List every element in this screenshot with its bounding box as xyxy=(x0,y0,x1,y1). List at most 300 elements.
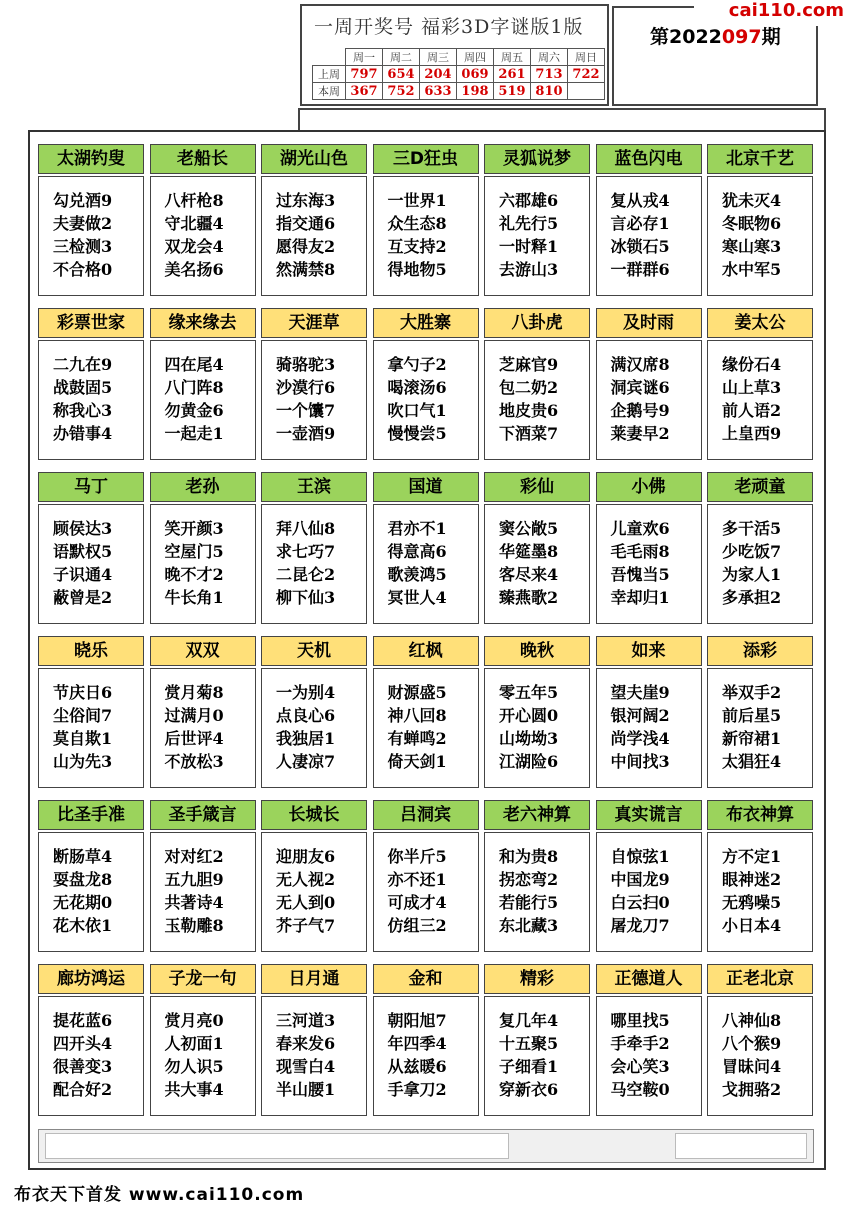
riddle-line: 望夫崖9 xyxy=(610,683,670,702)
draw-number: 633 xyxy=(420,83,457,100)
riddle-line: 八门阵8 xyxy=(164,378,224,397)
author-title: 真实谎言 xyxy=(596,800,702,830)
author-title: 布衣神算 xyxy=(707,800,813,830)
puzzle-cell xyxy=(373,964,479,1114)
riddle-line: 二昆仑2 xyxy=(276,565,336,584)
riddle-list xyxy=(484,340,590,460)
riddle-line: 太猖狂4 xyxy=(722,752,782,771)
riddle-list xyxy=(373,504,479,624)
riddle-list xyxy=(707,668,813,788)
riddle-line: 神八回8 xyxy=(387,706,447,725)
this-week-row xyxy=(313,83,605,100)
riddle-line: 中间找3 xyxy=(610,752,670,771)
riddle-line: 愿得友2 xyxy=(276,237,336,256)
riddle-line: 亦不还1 xyxy=(387,870,447,889)
riddle-line: 若能行5 xyxy=(499,893,559,912)
draw-number: 069 xyxy=(457,66,494,83)
riddle-list xyxy=(707,996,813,1116)
riddle-line: 上皇西9 xyxy=(722,424,782,443)
weekly-draw-table xyxy=(312,48,605,100)
riddle-line: 芥子气7 xyxy=(276,916,336,935)
puzzle-row xyxy=(38,636,816,788)
riddle-list xyxy=(38,668,144,788)
riddle-line: 办错事4 xyxy=(53,424,113,443)
footer-panel xyxy=(38,1129,814,1163)
riddle-list xyxy=(150,340,256,460)
draw-number xyxy=(568,83,605,100)
riddle-list xyxy=(596,176,702,296)
riddle-line: 前人语2 xyxy=(722,401,782,420)
riddle-line: 众生态8 xyxy=(387,214,447,233)
riddle-line: 牛长角1 xyxy=(164,588,224,607)
author-title: 日月通 xyxy=(261,964,367,994)
puzzle-cell xyxy=(150,472,256,622)
footer-blank-right xyxy=(675,1133,807,1159)
riddle-line: 勿人识5 xyxy=(164,1057,224,1076)
author-title: 国道 xyxy=(373,472,479,502)
riddle-list xyxy=(261,996,367,1116)
this-week-label: 本周 xyxy=(313,83,346,100)
puzzle-cell xyxy=(707,308,813,458)
riddle-line: 点良心6 xyxy=(276,706,336,725)
puzzle-cell xyxy=(484,964,590,1114)
riddle-list xyxy=(38,340,144,460)
riddle-line: 眼神迷2 xyxy=(722,870,782,889)
puzzle-row xyxy=(38,800,816,952)
riddle-line: 仿组三2 xyxy=(387,916,447,935)
riddle-line: 称我心3 xyxy=(53,401,113,420)
riddle-list xyxy=(38,832,144,952)
riddle-line: 自惊弦1 xyxy=(610,847,670,866)
riddle-line: 美名扬6 xyxy=(164,260,224,279)
riddle-line: 礼先行5 xyxy=(499,214,559,233)
riddle-list xyxy=(38,504,144,624)
riddle-line: 拜八仙8 xyxy=(276,519,336,538)
riddle-line: 骑骆驼3 xyxy=(276,355,336,374)
riddle-line: 哪里找5 xyxy=(610,1011,670,1030)
riddle-line: 晚不才2 xyxy=(164,565,224,584)
riddle-line: 多承担2 xyxy=(722,588,782,607)
puzzle-cell xyxy=(38,308,144,458)
header-divider xyxy=(298,108,826,132)
riddle-line: 四开头4 xyxy=(53,1034,113,1053)
author-title: 老船长 xyxy=(150,144,256,174)
riddle-line: 三河道3 xyxy=(276,1011,336,1030)
riddle-list xyxy=(596,504,702,624)
riddle-line: 有蝉鸣2 xyxy=(387,729,447,748)
riddle-line: 歌羡鸿5 xyxy=(387,565,447,584)
riddle-list xyxy=(596,832,702,952)
riddle-line: 八神仙8 xyxy=(722,1011,782,1030)
author-title: 比圣手准 xyxy=(38,800,144,830)
riddle-line: 勾兑酒9 xyxy=(53,191,113,210)
puzzle-cell xyxy=(150,636,256,786)
riddle-line: 拐恋弯2 xyxy=(499,870,559,889)
riddle-line: 窦公敞5 xyxy=(499,519,559,538)
riddle-line: 举双手2 xyxy=(722,683,782,702)
riddle-line: 半山腰1 xyxy=(276,1080,336,1099)
riddle-line: 赏月亮0 xyxy=(164,1011,224,1030)
riddle-line: 屠龙刀7 xyxy=(610,916,670,935)
riddle-line: 空屋门5 xyxy=(164,542,224,561)
riddle-list xyxy=(261,340,367,460)
riddle-line: 东北藏3 xyxy=(499,916,559,935)
author-title: 缘来缘去 xyxy=(150,308,256,338)
author-title: 北京千艺 xyxy=(707,144,813,174)
riddle-line: 顾侯达3 xyxy=(53,519,113,538)
author-title: 子龙一句 xyxy=(150,964,256,994)
riddle-line: 尘俗间7 xyxy=(53,706,113,725)
author-title: 圣手箴言 xyxy=(150,800,256,830)
riddle-line: 沙漠行6 xyxy=(276,378,336,397)
riddle-line: 冥世人4 xyxy=(387,588,447,607)
puzzle-cell xyxy=(484,800,590,950)
riddle-line: 配合好2 xyxy=(53,1080,113,1099)
author-title: 彩票世家 xyxy=(38,308,144,338)
riddle-line: 笑开颜3 xyxy=(164,519,224,538)
riddle-line: 穿新衣6 xyxy=(499,1080,559,1099)
riddle-line: 耍盘龙8 xyxy=(53,870,113,889)
riddle-line: 互支持2 xyxy=(387,237,447,256)
riddle-list xyxy=(150,176,256,296)
riddle-line: 为家人1 xyxy=(722,565,782,584)
author-title: 及时雨 xyxy=(596,308,702,338)
riddle-line: 无花期0 xyxy=(53,893,113,912)
riddle-line: 零五年5 xyxy=(499,683,559,702)
riddle-line: 幸却归1 xyxy=(610,588,670,607)
author-title: 八卦虎 xyxy=(484,308,590,338)
riddle-list xyxy=(373,832,479,952)
riddle-line: 五九胆9 xyxy=(164,870,224,889)
riddle-line: 吾愧当5 xyxy=(610,565,670,584)
puzzle-cell xyxy=(707,144,813,294)
riddle-line: 前后星5 xyxy=(722,706,782,725)
riddle-line: 求七巧7 xyxy=(276,542,336,561)
page-title: 一周开奖号 福彩3D字谜版1版 xyxy=(314,16,584,38)
riddle-list xyxy=(596,340,702,460)
author-title: 正老北京 xyxy=(707,964,813,994)
day-header-row xyxy=(313,49,605,66)
puzzle-cell xyxy=(38,144,144,294)
puzzle-cell xyxy=(373,144,479,294)
riddle-line: 山为先3 xyxy=(53,752,113,771)
riddle-line: 无人到0 xyxy=(276,893,336,912)
riddle-line: 戈拥骆2 xyxy=(722,1080,782,1099)
author-title: 精彩 xyxy=(484,964,590,994)
riddle-line: 断肠草4 xyxy=(53,847,113,866)
site-watermark-bottom: 布衣天下首发 www.cai110.com xyxy=(14,1185,305,1205)
author-title: 如来 xyxy=(596,636,702,666)
riddle-line: 指交通6 xyxy=(276,214,336,233)
riddle-line: 手拿刀2 xyxy=(387,1080,447,1099)
riddle-line: 守北疆4 xyxy=(164,214,224,233)
author-title: 三D狂虫 xyxy=(373,144,479,174)
puzzle-cell xyxy=(150,308,256,458)
riddle-line: 银河阔2 xyxy=(610,706,670,725)
draw-number: 810 xyxy=(531,83,568,100)
riddle-line: 一群群6 xyxy=(610,260,670,279)
riddle-line: 二九在9 xyxy=(53,355,113,374)
riddle-line: 一壶酒9 xyxy=(276,424,336,443)
author-title: 长城长 xyxy=(261,800,367,830)
corner-cell xyxy=(313,49,346,66)
riddle-line: 中国龙9 xyxy=(610,870,670,889)
riddle-line: 儿童欢6 xyxy=(610,519,670,538)
day-label: 周六 xyxy=(531,49,568,66)
riddle-list xyxy=(150,996,256,1116)
last-week-label: 上周 xyxy=(313,66,346,83)
riddle-line: 莱妻早2 xyxy=(610,424,670,443)
day-label: 周日 xyxy=(568,49,605,66)
riddle-line: 财源盛5 xyxy=(387,683,447,702)
puzzle-cell xyxy=(373,472,479,622)
puzzle-row xyxy=(38,964,816,1116)
puzzle-cell xyxy=(373,636,479,786)
riddle-line: 蔽曾是2 xyxy=(53,588,113,607)
riddle-line: 战鼓固5 xyxy=(53,378,113,397)
riddle-line: 无人视2 xyxy=(276,870,336,889)
riddle-line: 节庆日6 xyxy=(53,683,113,702)
riddle-list xyxy=(484,668,590,788)
riddle-line: 缘份石4 xyxy=(722,355,782,374)
puzzle-cell xyxy=(484,636,590,786)
riddle-line: 慢慢尝5 xyxy=(387,424,447,443)
riddle-list xyxy=(261,668,367,788)
riddle-line: 可成才4 xyxy=(387,893,447,912)
puzzle-row xyxy=(38,144,816,296)
riddle-line: 包二奶2 xyxy=(499,378,559,397)
author-title: 太湖钓叟 xyxy=(38,144,144,174)
author-title: 彩仙 xyxy=(484,472,590,502)
puzzle-cell xyxy=(596,800,702,950)
author-title: 双双 xyxy=(150,636,256,666)
author-title: 老六神算 xyxy=(484,800,590,830)
riddle-line: 白云扫0 xyxy=(610,893,670,912)
author-title: 灵狐说梦 xyxy=(484,144,590,174)
riddle-list xyxy=(707,176,813,296)
issue-code: 097 xyxy=(721,26,762,48)
riddle-line: 新帘裙1 xyxy=(722,729,782,748)
riddle-line: 一世界1 xyxy=(387,191,447,210)
riddle-list xyxy=(261,176,367,296)
riddle-line: 满汉席8 xyxy=(610,355,670,374)
author-title: 吕洞宾 xyxy=(373,800,479,830)
riddle-line: 冬眠物6 xyxy=(722,214,782,233)
riddle-line: 过东海3 xyxy=(276,191,336,210)
riddle-line: 一时释1 xyxy=(499,237,559,256)
riddle-line: 得意高6 xyxy=(387,542,447,561)
riddle-line: 无鸦噪5 xyxy=(722,893,782,912)
author-title: 老孙 xyxy=(150,472,256,502)
riddle-line: 共著诗4 xyxy=(164,893,224,912)
puzzle-cell xyxy=(261,800,367,950)
author-title: 晓乐 xyxy=(38,636,144,666)
puzzle-cell xyxy=(707,472,813,622)
puzzle-cell xyxy=(261,472,367,622)
riddle-list xyxy=(150,832,256,952)
issue-suffix: 期 xyxy=(761,26,781,48)
riddle-line: 双龙会4 xyxy=(164,237,224,256)
riddle-line: 少吃饭7 xyxy=(722,542,782,561)
puzzle-cell xyxy=(596,636,702,786)
author-title: 大胜寨 xyxy=(373,308,479,338)
riddle-line: 一个馕7 xyxy=(276,401,336,420)
draw-number: 797 xyxy=(346,66,383,83)
puzzle-cell xyxy=(38,964,144,1114)
riddle-line: 莫自欺1 xyxy=(53,729,113,748)
riddle-line: 人初面1 xyxy=(164,1034,224,1053)
riddle-line: 君亦不1 xyxy=(387,519,447,538)
draw-number: 713 xyxy=(531,66,568,83)
author-title: 红枫 xyxy=(373,636,479,666)
puzzle-cell xyxy=(261,964,367,1114)
puzzle-cell xyxy=(484,472,590,622)
puzzle-cell xyxy=(596,472,702,622)
draw-number: 722 xyxy=(568,66,605,83)
puzzle-cell xyxy=(373,308,479,458)
riddle-list xyxy=(373,996,479,1116)
riddle-line: 复几年4 xyxy=(499,1011,559,1030)
puzzle-cell xyxy=(707,636,813,786)
puzzle-cell xyxy=(596,144,702,294)
draw-number: 261 xyxy=(494,66,531,83)
draw-number: 204 xyxy=(420,66,457,83)
riddle-line: 玉勒雕8 xyxy=(164,916,224,935)
riddle-line: 迎朋友6 xyxy=(276,847,336,866)
puzzle-cell xyxy=(707,800,813,950)
riddle-line: 方不定1 xyxy=(722,847,782,866)
draw-number: 198 xyxy=(457,83,494,100)
riddle-line: 下酒菜7 xyxy=(499,424,559,443)
issue-number xyxy=(650,22,781,49)
draw-number: 367 xyxy=(346,83,383,100)
puzzle-cell xyxy=(38,636,144,786)
riddle-line: 毛毛雨8 xyxy=(610,542,670,561)
riddle-list xyxy=(707,504,813,624)
riddle-list xyxy=(373,176,479,296)
puzzle-cell xyxy=(150,800,256,950)
riddle-line: 后世评4 xyxy=(164,729,224,748)
puzzle-cell xyxy=(373,800,479,950)
riddle-line: 小日本4 xyxy=(722,916,782,935)
riddle-line: 赏月菊8 xyxy=(164,683,224,702)
puzzle-cell xyxy=(38,472,144,622)
riddle-line: 尚学浅4 xyxy=(610,729,670,748)
riddle-line: 八个猴9 xyxy=(722,1034,782,1053)
riddle-line: 一起走1 xyxy=(164,424,224,443)
riddle-line: 山坳坳3 xyxy=(499,729,559,748)
riddle-list xyxy=(484,996,590,1116)
riddle-line: 去游山3 xyxy=(499,260,559,279)
riddle-line: 八杆枪8 xyxy=(164,191,224,210)
puzzle-cell xyxy=(150,144,256,294)
draw-number: 752 xyxy=(383,83,420,100)
riddle-list xyxy=(707,340,813,460)
puzzle-cell xyxy=(596,308,702,458)
riddle-line: 然满禁8 xyxy=(276,260,336,279)
puzzle-cell xyxy=(261,308,367,458)
riddle-line: 寒山寒3 xyxy=(722,237,782,256)
riddle-line: 你半斤5 xyxy=(387,847,447,866)
riddle-line: 共大事4 xyxy=(164,1080,224,1099)
day-label: 周二 xyxy=(383,49,420,66)
riddle-line: 人凄凉7 xyxy=(276,752,336,771)
riddle-list xyxy=(484,832,590,952)
riddle-list xyxy=(373,340,479,460)
riddle-line: 花木依1 xyxy=(53,916,113,935)
riddle-line: 过满月0 xyxy=(164,706,224,725)
puzzle-cell xyxy=(707,964,813,1114)
riddle-line: 语默权5 xyxy=(53,542,113,561)
riddle-line: 吹口气1 xyxy=(387,401,447,420)
riddle-list xyxy=(38,996,144,1116)
puzzle-cell xyxy=(38,800,144,950)
riddle-line: 客尽来4 xyxy=(499,565,559,584)
riddle-line: 会心笑3 xyxy=(610,1057,670,1076)
riddle-line: 朝阳旭7 xyxy=(387,1011,447,1030)
riddle-line: 手牵手2 xyxy=(610,1034,670,1053)
riddle-list xyxy=(707,832,813,952)
riddle-list xyxy=(596,668,702,788)
riddle-line: 子细看1 xyxy=(499,1057,559,1076)
riddle-line: 喝滚汤6 xyxy=(387,378,447,397)
riddle-line: 年四季4 xyxy=(387,1034,447,1053)
riddle-line: 江湖险6 xyxy=(499,752,559,771)
riddle-line: 子识通4 xyxy=(53,565,113,584)
last-week-row xyxy=(313,66,605,83)
riddle-line: 犹未灭4 xyxy=(722,191,782,210)
draw-number: 654 xyxy=(383,66,420,83)
author-title: 王滨 xyxy=(261,472,367,502)
author-title: 晚秋 xyxy=(484,636,590,666)
author-title: 小佛 xyxy=(596,472,702,502)
riddle-line: 现雪白4 xyxy=(276,1057,336,1076)
puzzle-cell xyxy=(261,636,367,786)
riddle-line: 柳下仙3 xyxy=(276,588,336,607)
author-title: 蓝色闪电 xyxy=(596,144,702,174)
riddle-list xyxy=(484,504,590,624)
riddle-line: 冰锁石5 xyxy=(610,237,670,256)
riddle-line: 山上草3 xyxy=(722,378,782,397)
riddle-line: 冒昧问4 xyxy=(722,1057,782,1076)
riddle-line: 很善变3 xyxy=(53,1057,113,1076)
riddle-line: 芝麻官9 xyxy=(499,355,559,374)
riddle-list xyxy=(261,504,367,624)
puzzle-cell xyxy=(596,964,702,1114)
riddle-line: 夫妻做2 xyxy=(53,214,113,233)
author-title: 老顽童 xyxy=(707,472,813,502)
site-watermark-top: cai110.com xyxy=(694,0,850,26)
draw-results-box xyxy=(300,4,609,106)
puzzle-cell xyxy=(150,964,256,1114)
author-title: 马丁 xyxy=(38,472,144,502)
author-title: 姜太公 xyxy=(707,308,813,338)
riddle-line: 提花蓝6 xyxy=(53,1011,113,1030)
author-title: 正德道人 xyxy=(596,964,702,994)
riddle-line: 洞宾谜6 xyxy=(610,378,670,397)
riddle-line: 一为别4 xyxy=(276,683,336,702)
riddle-line: 对对红2 xyxy=(164,847,224,866)
riddle-line: 三检测3 xyxy=(53,237,113,256)
riddle-line: 地皮贵6 xyxy=(499,401,559,420)
riddle-line: 勿黄金6 xyxy=(164,401,224,420)
riddle-line: 和为贵8 xyxy=(499,847,559,866)
riddle-list xyxy=(596,996,702,1116)
riddle-line: 多干活5 xyxy=(722,519,782,538)
puzzle-row xyxy=(38,472,816,624)
riddle-line: 从兹暖6 xyxy=(387,1057,447,1076)
riddle-line: 十五聚5 xyxy=(499,1034,559,1053)
